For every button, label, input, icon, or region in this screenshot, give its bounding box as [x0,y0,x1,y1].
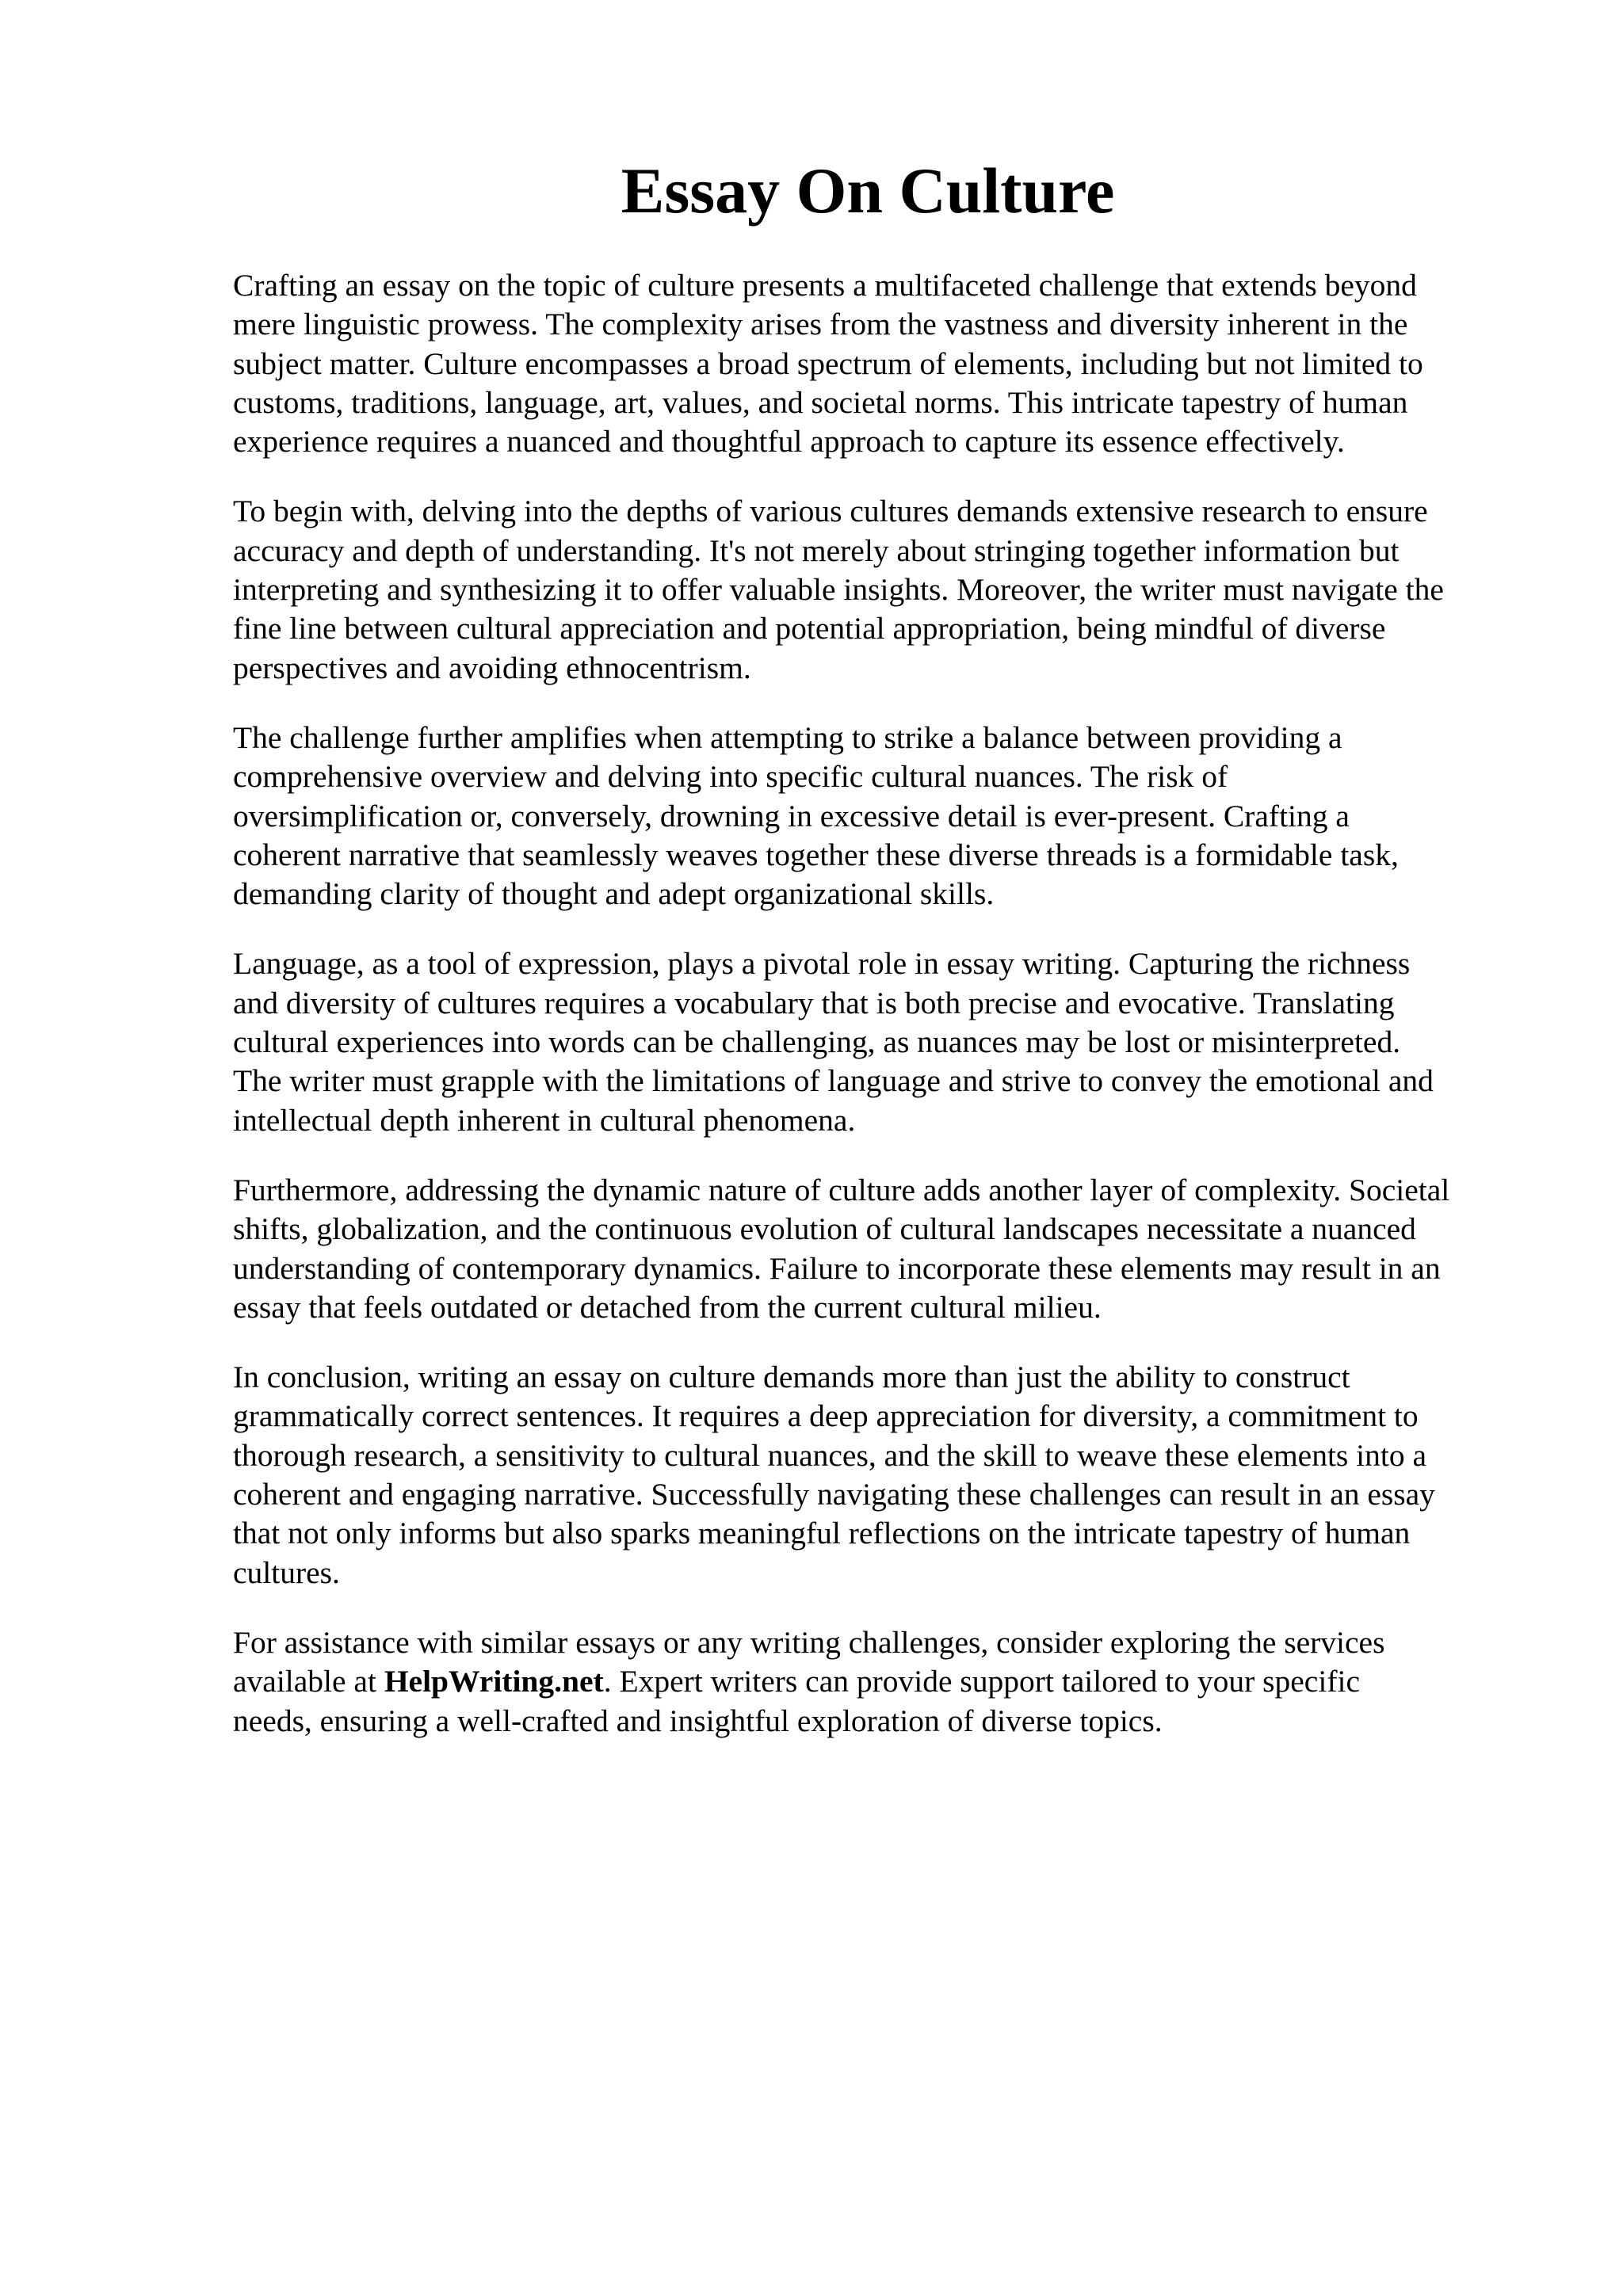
closing-text-before-link: available at [233,1664,384,1699]
paragraph-4 [233,944,1533,1139]
paragraph-line: thorough research, a sensitivity to cultural nuances, and the skill to weave these elements into a [233,1437,1427,1473]
paragraph-line: that not only informs but also sparks meaningful reflections on the intricate tapestry of human [233,1516,1411,1551]
paragraph-line: comprehensive overview and delving into specific cultural nuances. The risk of [233,759,1228,795]
paragraph-line: shifts, globalization, and the continuous evolution of cultural landscapes necessitate a nuanced [233,1211,1416,1247]
paragraph-line: perspectives and avoiding ethnocentrism. [233,650,751,685]
paragraph-line: For assistance with similar essays or any writing challenges, consider exploring the services [233,1624,1385,1660]
document-title: Essay On Culture [621,154,1115,227]
essay-body [233,266,1533,1772]
paragraph-line: cultures. [233,1554,340,1590]
helpwriting-link[interactable]: HelpWriting.net [384,1664,604,1699]
paragraph-line: The challenge further amplifies when attempting to strike a balance between providing a [233,719,1342,755]
paragraph-line [233,1662,1533,1701]
paragraph-line: subject matter. Culture encompasses a broad spectrum of elements, including but not limited to [233,345,1423,381]
paragraph-line: fine line between cultural appreciation and potential appropriation, being mindful of diverse [233,611,1386,646]
paragraph-5 [233,1171,1533,1327]
paragraph-line: mere linguistic prowess. The complexity arises from the vastness and diversity inherent in the [233,307,1408,342]
paragraph-line: In conclusion, writing an essay on culture demands more than just the ability to construct [233,1360,1350,1395]
paragraph-line: customs, traditions, language, art, values, and societal norms. This intricate tapestry of human [233,384,1408,420]
paragraph-line: understanding of contemporary dynamics. Failure to incorporate these elements may result in an [233,1250,1441,1286]
paragraph-3 [233,719,1533,913]
paragraph-line: Crafting an essay on the topic of culture presents a multifaceted challenge that extends beyond [233,268,1417,303]
paragraph-line: Furthermore, addressing the dynamic nature of culture adds another layer of complexity. Societal [233,1172,1450,1207]
closing-paragraph [233,1623,1533,1741]
paragraph-1 [233,266,1533,461]
paragraph-line: coherent and engaging narrative. Successfully navigating these challenges can result in an essay [233,1477,1435,1512]
paragraph-line: grammatically correct sentences. It requires a deep appreciation for diversity, a commitment to [233,1398,1419,1434]
paragraph-line: experience requires a nuanced and thoughtful approach to capture its essence effectively. [233,424,1345,460]
paragraph-line: accuracy and depth of understanding. It's not merely about stringing together information but [233,532,1400,568]
paragraph-6 [233,1358,1533,1592]
paragraph-line: cultural experiences into words can be challenging, as nuances may be lost or misinterpreted. [233,1024,1401,1060]
paragraph-line: oversimplification or, conversely, drowning in excessive detail is ever-present. Crafting a [233,798,1350,833]
closing-text-after-link: . Expert writers can provide support tailored to your specific [603,1664,1360,1699]
paragraph-line: demanding clarity of thought and adept organizational skills. [233,876,995,912]
paragraph-line: coherent narrative that seamlessly weaves together these diverse threads is a formidable task, [233,837,1399,872]
paragraph-line: needs, ensuring a well-crafted and insightful exploration of diverse topics. [233,1703,1163,1738]
paragraph-line: Language, as a tool of expression, plays a pivotal role in essay writing. Capturing the richness [233,946,1411,982]
paragraph-line: and diversity of cultures requires a vocabulary that is both precise and evocative. Translating [233,985,1395,1020]
paragraph-line: To begin with, delving into the depths of various cultures demands extensive research to ensure [233,494,1428,529]
paragraph-line: essay that feels outdated or detached from the current cultural milieu. [233,1289,1102,1325]
paragraph-line: intellectual depth inherent in cultural phenomena. [233,1102,856,1138]
paragraph-line: interpreting and synthesizing it to offer valuable insights. Moreover, the writer must navigate the [233,572,1444,608]
paragraph-2 [233,492,1533,687]
paragraph-line: The writer must grapple with the limitations of language and strive to convey the emotional and [233,1063,1434,1099]
